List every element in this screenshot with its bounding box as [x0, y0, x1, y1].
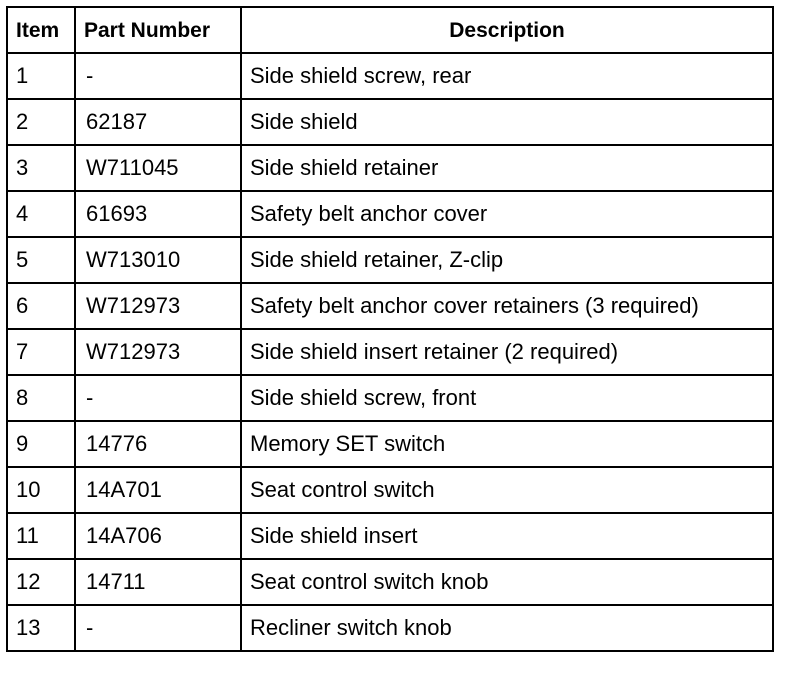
cell-part-number: W713010 [75, 237, 241, 283]
header-item: Item [7, 7, 75, 53]
table-row [7, 329, 773, 375]
cell-item: 3 [7, 145, 75, 191]
cell-description: Seat control switch [241, 467, 773, 513]
parts-table [6, 6, 774, 652]
cell-description: Side shield insert retainer (2 required) [241, 329, 773, 375]
table-row [7, 605, 773, 651]
header-description: Description [241, 7, 773, 53]
cell-item: 6 [7, 283, 75, 329]
cell-item: 4 [7, 191, 75, 237]
cell-item: 5 [7, 237, 75, 283]
cell-description: Side shield [241, 99, 773, 145]
header-row [7, 7, 773, 53]
cell-part-number: - [75, 605, 241, 651]
cell-item: 2 [7, 99, 75, 145]
cell-item: 1 [7, 53, 75, 99]
cell-part-number: W712973 [75, 329, 241, 375]
cell-part-number: 14776 [75, 421, 241, 467]
cell-part-number: 14711 [75, 559, 241, 605]
table-row [7, 53, 773, 99]
cell-item: 11 [7, 513, 75, 559]
cell-item: 8 [7, 375, 75, 421]
cell-part-number: W712973 [75, 283, 241, 329]
table-row [7, 191, 773, 237]
table-row [7, 559, 773, 605]
cell-part-number: 14A706 [75, 513, 241, 559]
cell-description: Recliner switch knob [241, 605, 773, 651]
cell-description: Side shield screw, front [241, 375, 773, 421]
cell-item: 9 [7, 421, 75, 467]
table-row [7, 99, 773, 145]
cell-description: Safety belt anchor cover retainers (3 required) [241, 283, 773, 329]
cell-part-number: 62187 [75, 99, 241, 145]
table-row [7, 237, 773, 283]
header-part-number: Part Number [75, 7, 241, 53]
cell-part-number: - [75, 375, 241, 421]
cell-description: Safety belt anchor cover [241, 191, 773, 237]
table-row [7, 513, 773, 559]
cell-item: 10 [7, 467, 75, 513]
cell-part-number: 61693 [75, 191, 241, 237]
table-body [7, 53, 773, 651]
cell-description: Side shield insert [241, 513, 773, 559]
cell-description: Memory SET switch [241, 421, 773, 467]
cell-part-number: 14A701 [75, 467, 241, 513]
table-row [7, 145, 773, 191]
cell-description: Seat control switch knob [241, 559, 773, 605]
cell-description: Side shield retainer [241, 145, 773, 191]
cell-item: 7 [7, 329, 75, 375]
table-header [7, 7, 773, 53]
table-row [7, 375, 773, 421]
cell-part-number: W711045 [75, 145, 241, 191]
cell-item: 13 [7, 605, 75, 651]
cell-description: Side shield retainer, Z-clip [241, 237, 773, 283]
cell-part-number: - [75, 53, 241, 99]
cell-description: Side shield screw, rear [241, 53, 773, 99]
cell-item: 12 [7, 559, 75, 605]
table-row [7, 421, 773, 467]
table-row [7, 283, 773, 329]
table-row [7, 467, 773, 513]
